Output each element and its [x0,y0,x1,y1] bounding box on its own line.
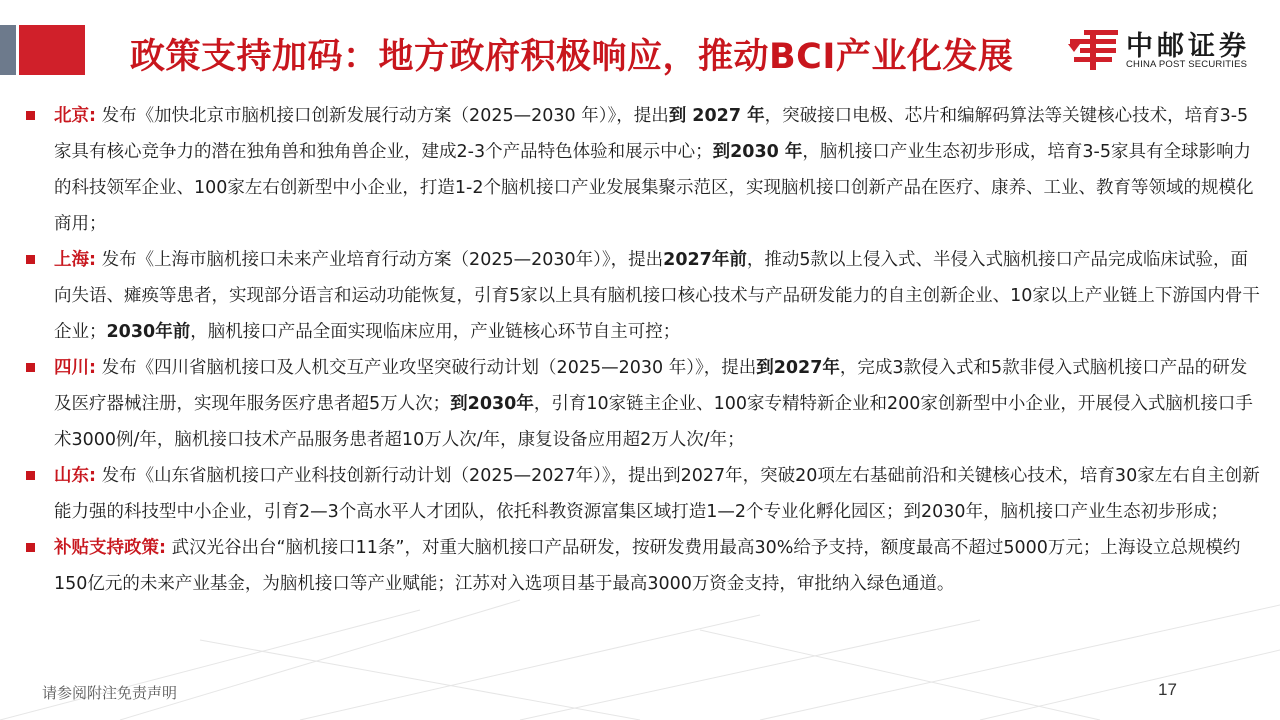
bullet-item-subsidy-policy [24,530,1264,602]
square-bullet-icon [26,255,35,264]
bold-text: 到2027年 [756,358,840,378]
logo-english-name: CHINA POST SECURITIES [1126,59,1248,70]
body-text: ，脑机接口产业生态初步形成，培育3-5家具有全球影响力的科技领军企业、100家左右创新型中小企业，打造1-2个脑机接口产业发展集聚示范区，实现脑机接口创新产品在医疗、康养、工业、教育等领域的规模化商用； [54,142,1254,234]
bullet-item-beijing [24,98,1264,242]
region-label: 山东: [54,466,96,486]
body-text: 发布《加快北京市脑机接口创新发展行动方案（2025—2030 年）》，提出 [96,106,669,126]
bullet-item-sichuan [24,350,1264,458]
bold-text: 2027年前 [663,250,747,270]
header-accent-gray-block [0,25,16,75]
body-text: ，推动5款以上侵入式、半侵入式脑机接口产品完成临床试验，面向失语、瘫痪等患者，实现部分语言和运动功能恢复，引育5家以上具有脑机接口核心技术与产品研发能力的自主创新企业、10家以上产业链上下游国内骨干企业； [54,250,1260,342]
bullet-item-shanghai [24,242,1264,350]
region-label: 北京: [54,106,96,126]
bullet-list [24,98,1264,602]
body-text: ，突破接口电极、芯片和编解码算法等关键核心技术，培育3-5家具有核心竞争力的潜在独角兽和独角兽企业，建成2-3个产品特色体验和展示中心； [54,106,1249,162]
china-post-emblem-icon [1068,28,1120,72]
square-bullet-icon [26,471,35,480]
header-accent-red-block [19,25,85,75]
square-bullet-icon [26,111,35,120]
body-text: ，完成3款侵入式和5款非侵入式脑机接口产品的研发及医疗器械注册，实现年服务医疗患者超5万人次； [54,358,1248,414]
disclaimer-note: 请参阅附注免责声明 [42,684,178,702]
page-title: 政策支持加码：地方政府积极响应，推动BCI产业化发展 [130,37,1014,77]
body-text: ，脑机接口产品全面实现临床应用，产业链核心环节自主可控； [190,322,681,342]
region-label: 补贴支持政策: [54,538,166,558]
body-text: 发布《上海市脑机接口未来产业培育行动方案（2025—2030年）》，提出 [96,250,664,270]
bold-text: 到2030年 [450,394,534,414]
bold-text: 到 2027 年 [668,106,765,126]
body-text: 发布《山东省脑机接口产业科技创新行动计划（2025—2027年）》，提出到2027年，突破20项左右基础前沿和关键核心技术，培育30家左右自主创新能力强的科技型中小企业，引育2—3个高水平人才团队，依托科教资源富集区域打造1—2个专业化孵化园区；到2030年，脑机接口产业生态初步形成； [54,466,1260,522]
square-bullet-icon [26,543,35,552]
body-text: 武汉光谷出台“脑机接口11条”，对重大脑机接口产品研发，按研发费用最高30%给予支持，额度最高不超过5000万元；上海设立总规模约150亿元的未来产业基金，为脑机接口等产业赋能；江苏对入选项目基于最高3000万资金支持，审批纳入绿色通道。 [54,538,1241,594]
body-text: 发布《四川省脑机接口及人机交互产业攻坚突破行动计划（2025—2030 年）》，提出 [96,358,757,378]
bold-text: 2030年前 [106,322,191,342]
bold-text: 到2030 年 [712,142,803,162]
company-logo [1068,24,1268,76]
body-text: ，引育10家链主企业、100家专精特新企业和200家创新型中小企业，开展侵入式脑机接口手术3000例/年，脑机接口技术产品服务患者超10万人次/年，康复设备应用超2万人次/年； [54,394,1253,450]
bullet-item-shandong [24,458,1264,530]
page-number: 17 [1158,680,1177,699]
logo-chinese-name: 中邮证券 [1126,31,1250,62]
region-label: 四川: [54,358,96,378]
region-label: 上海: [54,250,96,270]
square-bullet-icon [26,363,35,372]
